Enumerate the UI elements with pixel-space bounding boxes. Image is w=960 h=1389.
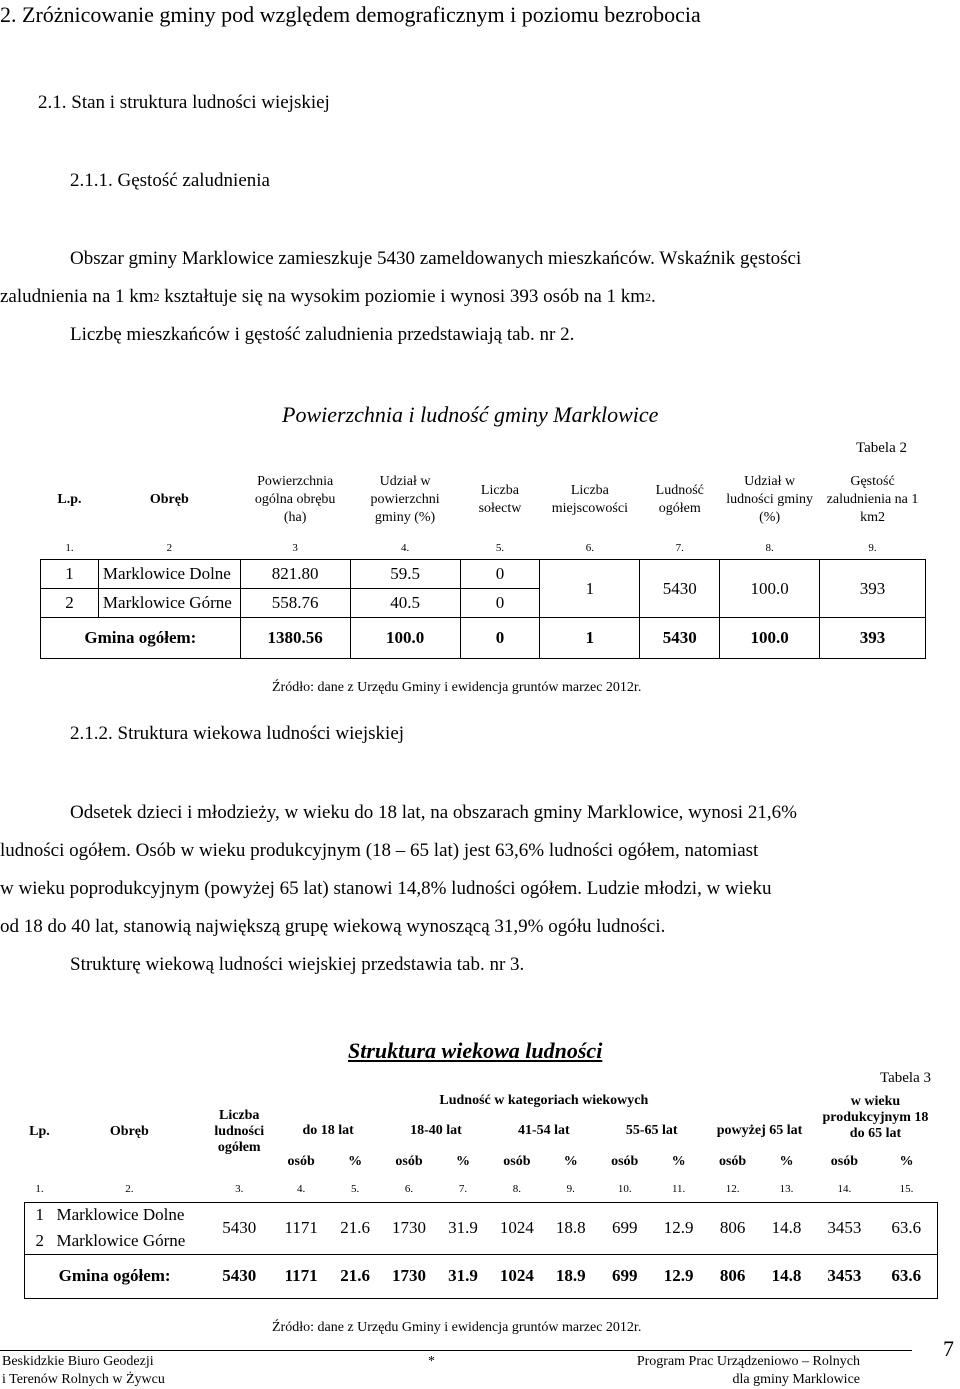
t3-cell: 12.9 xyxy=(663,1218,694,1237)
footer-left xyxy=(2,1353,165,1389)
t3-cell: 31.9 xyxy=(448,1218,478,1237)
t3-head-cat: powyżej 65 lat xyxy=(716,1123,803,1138)
t2-head-obreb: Obręb xyxy=(149,491,189,507)
t3-cell: 63.6 xyxy=(875,1202,937,1254)
t3-cell: 14.8 xyxy=(771,1218,802,1237)
col-number: 2 xyxy=(166,542,173,554)
t3-unit: osób xyxy=(830,1154,859,1169)
table2-label: Tabela 2 xyxy=(856,440,908,456)
t3-head-lp: Lp. xyxy=(29,1124,50,1139)
col-number: 13. xyxy=(779,1182,794,1195)
col-number: 14. xyxy=(837,1182,852,1195)
para-line: w wieku poprodukcyjnym (powyżej 65 lat) stanowi 14,8% ludności ogółem. Ludzie młodzi, w wieku xyxy=(0,878,772,899)
table3-caption: Struktura wiekowa ludności xyxy=(348,1038,603,1063)
t2-head-solectwa: Liczba sołectw xyxy=(478,482,522,516)
table3-total-row xyxy=(25,1254,938,1298)
t3-cell: 699 xyxy=(611,1266,638,1285)
t3-cell: Marklowice Dolne xyxy=(56,1205,185,1225)
t3-cell: 806 xyxy=(719,1218,746,1237)
t3-head-obreb: Obręb xyxy=(109,1124,149,1139)
t3-unit: osób xyxy=(287,1154,315,1169)
t3-cell: 21.6 xyxy=(340,1266,370,1285)
table-row xyxy=(41,560,926,589)
t3-cell: 31.9 xyxy=(448,1266,478,1285)
table3-source: Źródło: dane z Urzędu Gminy i ewidencja gruntów marzec 2012r. xyxy=(272,1320,642,1335)
t2-head-miejscowosci: Liczba miejscowości xyxy=(551,482,628,516)
col-number: 3. xyxy=(235,1182,244,1195)
table2-caption: Powierzchnia i ludność gminy Marklowice xyxy=(282,402,659,427)
t2-head-pop-share: Udział w ludności gminy (%) xyxy=(726,473,814,525)
t3-total-label: Gmina ogółem: xyxy=(58,1266,171,1285)
footer-right-line: dla gminy Marklowice xyxy=(732,1372,860,1387)
t2-total-label: Gmina ogółem: xyxy=(41,618,241,659)
t2-cell: Marklowice Dolne xyxy=(98,560,240,589)
paragraph-age xyxy=(0,794,960,984)
t2-cell: 1 xyxy=(540,618,640,659)
t3-head-group: Ludność w kategoriach wiekowych xyxy=(439,1093,649,1108)
t2-head-lp: L.p. xyxy=(57,491,82,507)
t3-cell: 3453 xyxy=(827,1218,862,1237)
col-number: 6. xyxy=(585,542,594,554)
t3-cell: 806 xyxy=(719,1266,746,1285)
t2-head-area-share: Udział w powierzchni gminy (%) xyxy=(370,473,440,525)
t2-cell: 0 xyxy=(460,618,540,659)
t3-cell: 1024 xyxy=(499,1266,534,1285)
t3-unit: osób xyxy=(395,1154,423,1169)
t2-cell: 100.0 xyxy=(350,618,460,659)
t3-cell: 2 xyxy=(25,1228,55,1254)
t2-cell: 1 xyxy=(540,560,640,618)
t3-cell: 1730 xyxy=(392,1218,427,1237)
t3-unit: osób xyxy=(718,1154,747,1169)
col-number: 7. xyxy=(675,542,684,554)
footer-left-line: Beskidzkie Biuro Geodezji xyxy=(2,1354,154,1369)
t2-head-area: Powierzchnia ogólna obrębu (ha) xyxy=(254,473,336,525)
t3-unit: % xyxy=(563,1154,578,1169)
footer-divider xyxy=(0,1350,912,1351)
footer-center: * xyxy=(428,1354,435,1369)
col-number: 11. xyxy=(671,1182,686,1195)
footer-right-line: Program Prac Urządzeniowo – Rolnych xyxy=(636,1354,860,1369)
t3-head-liczba: Liczba ludności ogółem xyxy=(214,1108,265,1155)
t2-cell: 40.5 xyxy=(350,589,460,618)
col-number: 1. xyxy=(65,542,74,554)
t3-cell: 5430 xyxy=(222,1218,257,1237)
section-heading: 2. Zróżnicowanie gminy pod względem demograficznym i poziomu bezrobocia xyxy=(0,2,701,27)
col-number: 3 xyxy=(292,542,298,554)
para-line: Odsetek dzieci i młodzieży, w wieku do 18 lat, na obszarach gminy Marklowice, wynosi 21,6% xyxy=(70,802,797,823)
col-number: 12. xyxy=(725,1182,740,1195)
col-number: 7. xyxy=(458,1182,468,1195)
subsubsection-heading: 2.1.1. Gęstość zaludnienia xyxy=(70,170,270,191)
footer-right xyxy=(620,1353,860,1389)
para-line: Strukturę wiekową ludności wiejskiej przedstawia tab. nr 3. xyxy=(70,954,525,975)
t3-unit: % xyxy=(899,1154,914,1169)
table2-number-row xyxy=(41,537,926,560)
t3-cell: 63.6 xyxy=(891,1266,922,1285)
t2-cell: 1 xyxy=(41,560,99,589)
t2-cell: 0 xyxy=(460,589,540,618)
t3-cell: 5430 xyxy=(222,1266,257,1285)
col-number: 5. xyxy=(495,542,505,554)
t2-cell: 5430 xyxy=(640,618,720,659)
t2-head-density: Gęstość zaludnienia na 1 km2 xyxy=(826,473,919,525)
col-number: 15. xyxy=(899,1182,914,1195)
t3-unit: osób xyxy=(611,1154,639,1169)
table2-source: Źródło: dane z Urzędu Gminy i ewidencja gruntów marzec 2012r. xyxy=(272,680,642,695)
col-number: 4. xyxy=(297,1182,306,1195)
t2-cell: 100.0 xyxy=(720,618,820,659)
col-number: 1. xyxy=(35,1182,44,1195)
col-number: 6. xyxy=(404,1182,414,1195)
col-number: 8. xyxy=(512,1182,521,1195)
t3-cell: Marklowice Górne xyxy=(56,1230,186,1250)
col-number: 9. xyxy=(566,1182,575,1195)
t3-cell: 1730 xyxy=(392,1266,427,1285)
col-number: 5. xyxy=(350,1182,360,1195)
paragraph-density xyxy=(0,240,960,354)
page-number: 7 xyxy=(943,1336,954,1361)
t3-unit: % xyxy=(671,1154,686,1169)
t3-cell: 14.8 xyxy=(771,1266,802,1285)
table2 xyxy=(40,462,926,659)
para-line: zaludnienia na 1 $km^2$ kształtuje się na wysokim poziomie i wynosi 393 osób na 1 $km^2$. xyxy=(0,286,656,307)
subsubsection-heading: 2.1.2. Struktura wiekowa ludności wiejskiej xyxy=(70,723,405,744)
table2-total-row xyxy=(41,618,926,659)
col-number: 2. xyxy=(125,1182,134,1195)
t3-cell: 3453 xyxy=(827,1266,862,1285)
t3-head-cat: 18-40 lat xyxy=(410,1123,462,1138)
t3-cell: 12.9 xyxy=(663,1266,694,1285)
t3-cell: 1171 xyxy=(284,1218,318,1237)
subsection-heading: 2.1. Stan i struktura ludności wiejskiej xyxy=(38,92,330,113)
t3-cell: 1 xyxy=(25,1202,55,1228)
t3-head-cat: do 18 lat xyxy=(302,1123,354,1138)
t3-head-cat: 41-54 lat xyxy=(517,1123,570,1138)
t2-cell: 2 xyxy=(41,589,99,618)
table3-label: Tabela 3 xyxy=(880,1070,932,1086)
table3-number-row xyxy=(25,1176,938,1202)
t3-head-cat: 55-65 lat xyxy=(625,1123,678,1138)
t3-cell: 1024 xyxy=(499,1218,534,1237)
para-line: Obszar gminy Marklowice zamieszkuje 5430 zameldowanych mieszkańców. Wskaźnik gęstości xyxy=(70,248,802,269)
t2-cell: 558.76 xyxy=(240,589,350,618)
col-number: 10. xyxy=(617,1182,632,1195)
t2-cell: 100.0 xyxy=(720,560,820,618)
t2-cell: 0 xyxy=(460,560,540,589)
t3-head-productive: w wieku produkcyjnym 18 do 65 lat xyxy=(822,1094,929,1141)
table3-group-row xyxy=(25,1088,938,1114)
table2-header-row xyxy=(41,462,926,537)
footer-left-line: i Terenów Rolnych w Żywcu xyxy=(2,1372,165,1387)
t3-unit: osób xyxy=(503,1154,531,1169)
t2-cell: 393 xyxy=(820,618,926,659)
t3-cell: 18.9 xyxy=(555,1266,586,1285)
t3-cell: 18.8 xyxy=(555,1218,586,1237)
t3-unit: % xyxy=(455,1154,470,1169)
t3-cell: 1171 xyxy=(284,1266,318,1285)
t2-head-ludnosc: Ludność ogółem xyxy=(655,482,704,516)
t2-cell: 5430 xyxy=(640,560,720,618)
t2-cell: 1380.56 xyxy=(240,618,350,659)
t2-cell: Marklowice Górne xyxy=(98,589,240,618)
para-line: ludności ogółem. Osób w wieku produkcyjnym (18 – 65 lat) jest 63,6% ludności ogółem, natomiast xyxy=(0,840,759,861)
t3-unit: % xyxy=(348,1154,363,1169)
t3-cell: 21.6 xyxy=(340,1218,370,1237)
para-line: Liczbę mieszkańców i gęstość zaludnienia przedstawiają tab. nr 2. xyxy=(70,324,575,345)
para-line: od 18 do 40 lat, stanowią największą grupę wiekową wynoszącą 31,9% ogółu ludności. xyxy=(0,916,666,937)
col-number: 8. xyxy=(765,542,774,554)
col-number: 4. xyxy=(400,542,410,554)
table-row xyxy=(25,1202,938,1228)
t2-cell: 393 xyxy=(820,560,926,618)
col-number: 9. xyxy=(868,542,877,554)
t2-cell: 59.5 xyxy=(350,560,460,589)
t2-cell: 821.80 xyxy=(240,560,350,589)
t3-unit: % xyxy=(779,1154,794,1169)
t3-cell: 699 xyxy=(611,1218,638,1237)
table3 xyxy=(24,1088,938,1299)
